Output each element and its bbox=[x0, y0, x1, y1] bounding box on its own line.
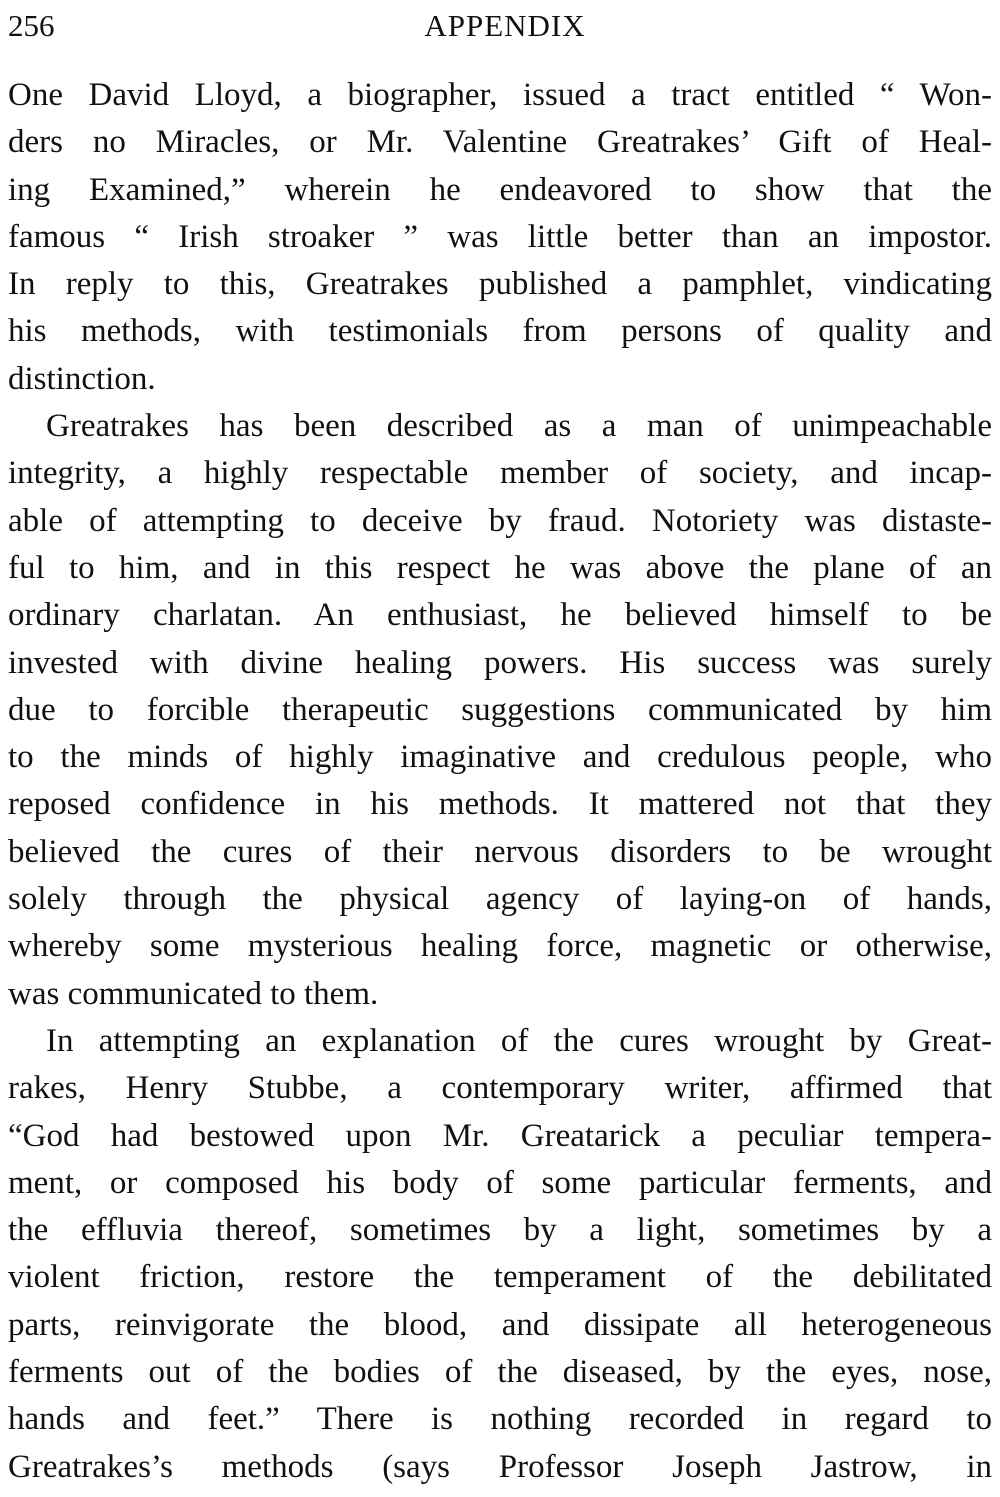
page-body bbox=[8, 72, 992, 1491]
text-line: rakes, Henry Stubbe, a contemporary writer, affirmed that bbox=[8, 1070, 992, 1107]
text-line: reposed confidence in his methods. It mattered not that they bbox=[8, 786, 992, 823]
text-line: solely through the physical agency of laying-on of hands, bbox=[8, 881, 992, 918]
text-line: violent friction, restore the temperament of the debilitated bbox=[8, 1259, 992, 1296]
text-line: hands and feet.” There is nothing recorded in regard to bbox=[8, 1401, 992, 1438]
text-line: In attempting an explanation of the cures wrought by Great- bbox=[46, 1022, 992, 1059]
text-line: “God had bestowed upon Mr. Greatarick a peculiar tempera- bbox=[8, 1117, 992, 1154]
text-line: Greatrakes’s methods (says Professor Joseph Jastrow, in bbox=[8, 1448, 992, 1485]
text-line: able of attempting to deceive by fraud. Notoriety was distaste- bbox=[8, 502, 992, 539]
text-line: integrity, a highly respectable member of society, and incap- bbox=[8, 455, 992, 492]
text-line: his methods, with testimonials from persons of quality and bbox=[8, 313, 992, 350]
running-head: APPENDIX bbox=[424, 8, 586, 43]
paragraph-2 bbox=[8, 403, 992, 1018]
text-line: parts, reinvigorate the blood, and dissipate all heterogeneous bbox=[8, 1306, 992, 1343]
page-header bbox=[8, 4, 992, 48]
paragraph-1 bbox=[8, 72, 992, 403]
text-line: the effluvia thereof, sometimes by a light, sometimes by a bbox=[8, 1212, 992, 1249]
text-line: distinction. bbox=[8, 360, 156, 397]
text-line: One David Lloyd, a biographer, issued a tract entitled “ Won- bbox=[8, 77, 992, 113]
paragraph-3 bbox=[8, 1018, 992, 1491]
text-line: ordinary charlatan. An enthusiast, he believed himself to be bbox=[8, 597, 992, 634]
text-line: was communicated to them. bbox=[8, 975, 379, 1012]
text-line: In reply to this, Greatrakes published a pamphlet, vindicating bbox=[8, 266, 992, 303]
text-line: whereby some mysterious healing force, magnetic or otherwise, bbox=[8, 928, 992, 965]
text-line: ferments out of the bodies of the diseased, by the eyes, nose, bbox=[8, 1354, 992, 1391]
text-line: to the minds of highly imaginative and credulous people, who bbox=[8, 739, 992, 776]
text-line: invested with divine healing powers. His success was surely bbox=[8, 644, 992, 681]
text-line: ment, or composed his body of some particular ferments, and bbox=[8, 1164, 992, 1201]
text-line: ders no Miracles, or Mr. Valentine Greatrakes’ Gift of Heal- bbox=[8, 124, 992, 161]
text-line: Greatrakes has been described as a man of unimpeachable bbox=[46, 408, 992, 445]
text-line: ful to him, and in this respect he was above the plane of an bbox=[8, 549, 992, 586]
text-line: due to forcible therapeutic suggestions communicated by him bbox=[8, 691, 992, 728]
text-line: ing Examined,” wherein he endeavored to show that the bbox=[8, 171, 992, 208]
page-number: 256 bbox=[8, 8, 55, 43]
text-line: believed the cures of their nervous disorders to be wrought bbox=[8, 833, 992, 870]
text-line: famous “ Irish stroaker ” was little better than an impostor. bbox=[8, 218, 992, 255]
